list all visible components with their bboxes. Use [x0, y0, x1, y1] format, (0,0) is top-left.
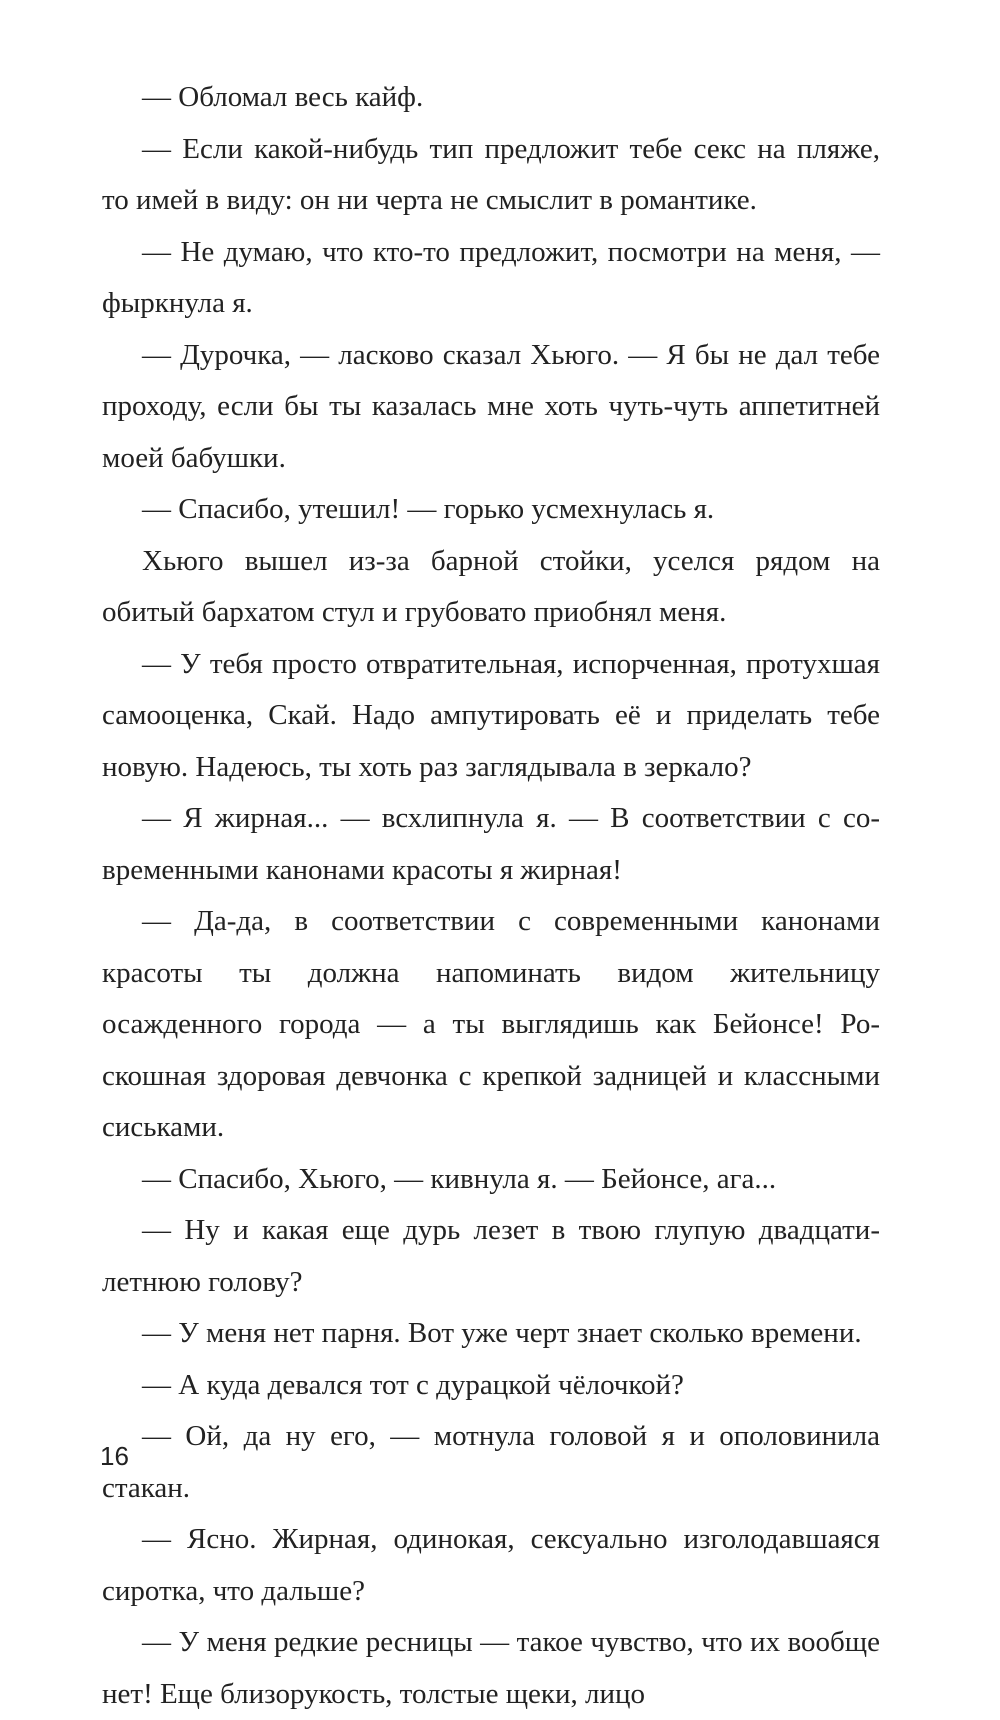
paragraph: — Если какой-нибудь тип предложит тебе секс на пляже, то имей в виду: он ни черта не смыслит в романтике.: [102, 132, 880, 216]
paragraph: — Не думаю, что кто-то предложит, посмотри на меня, — фыркнула я.: [102, 235, 880, 319]
paragraph: — У тебя просто отвратительная, испорченная, протухшая самооценка, Скай. Надо ампутировать её и приделать тебе новую. Надеюсь, ты хоть раз заглядывала в зеркало?: [102, 647, 880, 783]
paragraph: — Я жирная... — всхлипнула я. — В соответствии с современными канонами красоты я жирная!: [102, 802, 880, 886]
paragraph: — У меня нет парня. Вот уже черт знает сколько времени.: [142, 1317, 862, 1349]
paragraph: — А куда девался тот с дурацкой чёлочкой?: [142, 1368, 684, 1401]
body-text: [102, 72, 880, 1720]
paragraph: — Обломал весь кайф.: [142, 81, 424, 113]
paragraph: — Спасибо, Хьюго, — кивнула я. — Бейонсе, ага...: [142, 1162, 777, 1195]
paragraph: — У меня редкие ресницы — такое чувство, что их вообще нет! Еще близорукость, толстые щеки, лицо: [102, 1626, 880, 1710]
paragraph: — Ну и какая еще дурь лезет в твою глупую двадцатилетнюю голову?: [102, 1214, 880, 1298]
paragraph: Хьюго вышел из-за барной стойки, уселся рядом на обитый бархатом стул и грубовато приобнял меня.: [102, 544, 880, 628]
page-number: 16: [100, 1441, 129, 1471]
paragraph: — Ой, да ну его, — мотнула головой я и ополовинила стакан.: [102, 1420, 880, 1504]
paragraph: — Да-да, в соответствии с современными канонами красоты ты должна напоминать видом жительницу осажденного города — а ты выглядишь как Бейонсе! Роскошная здоровая девчонка с крепкой задницей и классными сиськами.: [102, 905, 880, 1143]
paragraph: — Ясно. Жирная, одинокая, сексуально изголодавшаяся сиротка, что дальше?: [102, 1523, 880, 1607]
paragraph: — Спасибо, утешил! — горько усмехнулась я.: [142, 493, 715, 525]
paragraph: — Дурочка, — ласково сказал Хьюго. — Я бы не дал тебе проходу, если бы ты казалась мне хоть чуть-чуть аппетитней моей бабушки.: [102, 338, 880, 474]
